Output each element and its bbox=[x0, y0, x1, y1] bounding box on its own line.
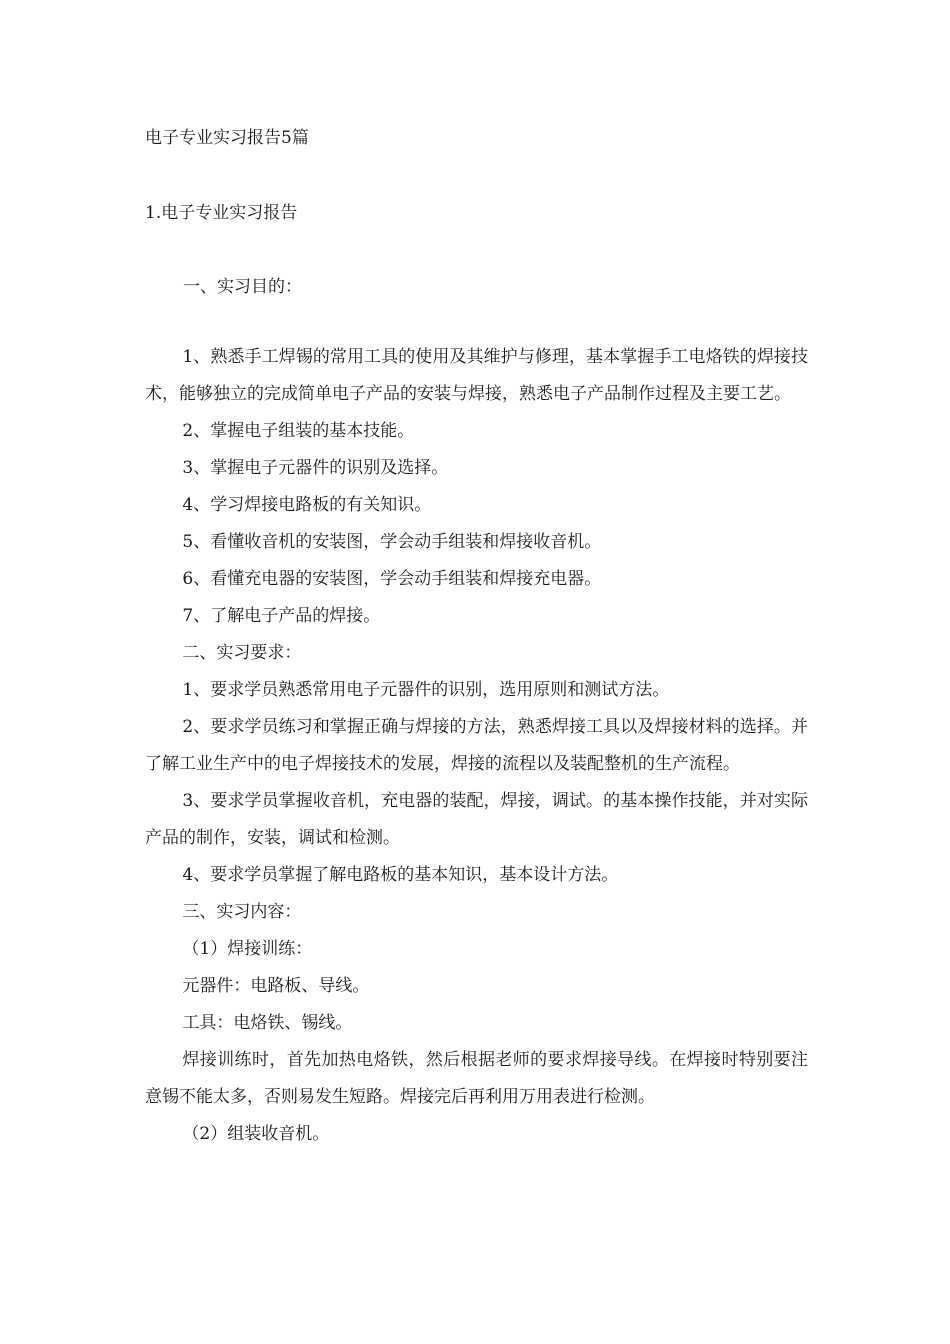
document-title: 电子专业实习报告5篇 bbox=[145, 128, 309, 148]
paragraph: 3、要求学员掌握收音机，充电器的装配，焊接，调试。的基本操作技能，并对实际产品的制作，安装，调试和检测。 bbox=[145, 791, 808, 848]
subheading: （2）组装收音机。 bbox=[182, 1124, 330, 1144]
paragraph: 1、熟悉手工焊锡的常用工具的使用及其维护与修理，基本掌握手工电烙铁的焊接技术，能够独立的完成简单电子产品的安装与焊接，熟悉电子产品制作过程及主要工艺。 bbox=[145, 347, 808, 404]
heading-purpose: 一、实习目的： bbox=[183, 277, 302, 297]
heading-requirements: 二、实习要求： bbox=[182, 643, 302, 663]
paragraph: 2、掌握电子组装的基本技能。 bbox=[182, 421, 415, 441]
paragraph: 4、学习焊接电路板的有关知识。 bbox=[182, 495, 432, 515]
paragraph: 3、掌握电子元器件的识别及选择。 bbox=[182, 458, 449, 478]
section-title: 1.电子专业实习报告 bbox=[145, 203, 298, 223]
paragraph: 工具：电烙铁、锡线。 bbox=[182, 1013, 353, 1033]
paragraph: 7、了解电子产品的焊接。 bbox=[182, 606, 381, 626]
paragraph: 焊接训练时，首先加热电烙铁，然后根据老师的要求焊接导线。在焊接时特别要注意锡不能太多，否则易发生短路。焊接完后再利用万用表进行检测。 bbox=[145, 1050, 808, 1107]
paragraph: 元器件：电路板、导线。 bbox=[182, 976, 370, 996]
heading-content: 三、实习内容： bbox=[182, 902, 302, 922]
paragraph: 2、要求学员练习和掌握正确与焊接的方法，熟悉焊接工具以及焊接材料的选择。并了解工业生产中的电子焊接技术的发展，焊接的流程以及装配整机的生产流程。 bbox=[145, 717, 808, 774]
paragraph: 5、看懂收音机的安装图，学会动手组装和焊接收音机。 bbox=[182, 532, 602, 552]
subheading: （1）焊接训练： bbox=[182, 939, 313, 959]
paragraph: 6、看懂充电器的安装图，学会动手组装和焊接充电器。 bbox=[182, 569, 602, 589]
paragraph: 4、要求学员掌握了解电路板的基本知识，基本设计方法。 bbox=[182, 865, 619, 885]
paragraph: 1、要求学员熟悉常用电子元器件的识别，选用原则和测试方法。 bbox=[182, 680, 670, 700]
document-body bbox=[145, 339, 808, 1153]
